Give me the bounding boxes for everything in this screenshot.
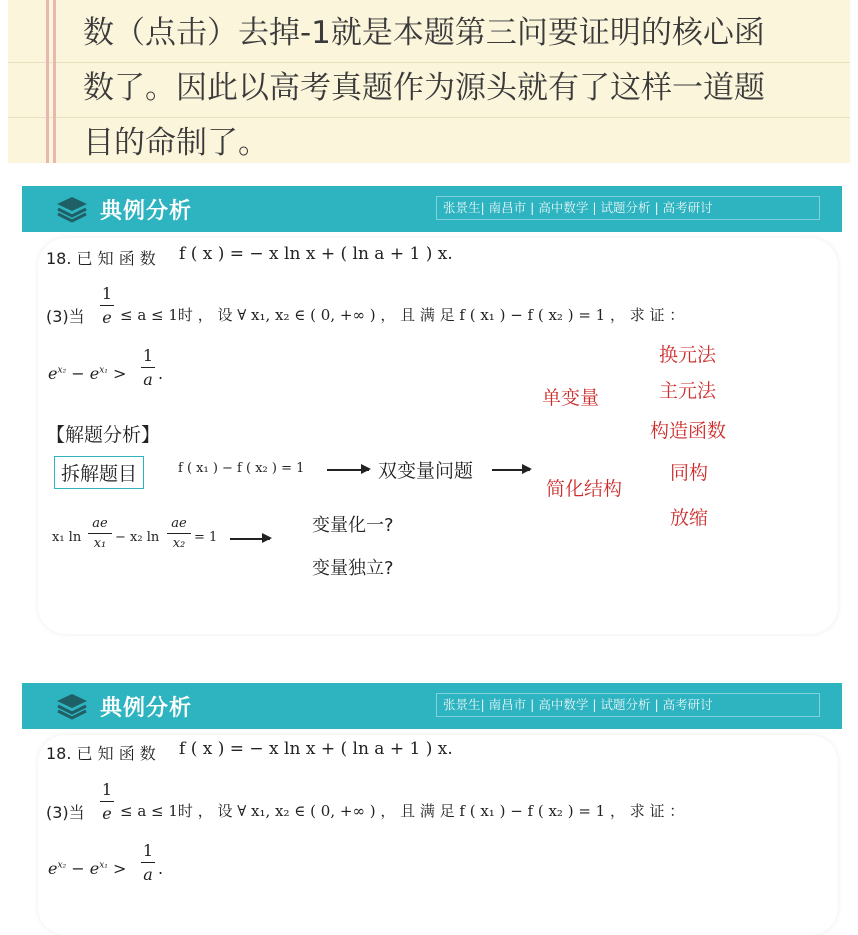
annotation-method-4: 同构 (670, 462, 709, 484)
analysis-eq1: f ( x₁ ) − f ( x₂ ) = 1 (178, 461, 305, 476)
analysis-box-label: 拆解题目 (54, 456, 144, 489)
part3-condition: ≤ a ≤ 1时 ， 设 ∀ x₁, x₂ ∈ ( 0, +∞ ) ， 且 满 足 f ( x₁ ) − f ( x₂ ) = 1 ， 求 证 ： (120, 306, 685, 324)
fraction-numerator: 1 (142, 346, 154, 365)
conclusion-exp2: x₁ (99, 860, 108, 871)
fraction-denominator: x₂ (172, 536, 186, 551)
part3-fraction (100, 284, 114, 327)
analysis-q2: 变量独立? (312, 558, 394, 579)
slide-header (22, 186, 842, 232)
fraction-bar (141, 862, 155, 863)
analysis-result1: 双变量问题 (378, 460, 474, 482)
fraction-numerator: ae (92, 516, 108, 531)
part3-prefix: (3)当 (46, 803, 85, 822)
fraction-numerator: 1 (142, 841, 154, 860)
part3-prefix: (3)当 (46, 307, 85, 326)
part3-fraction (100, 780, 114, 823)
conclusion-e1: e (48, 859, 58, 878)
note-margin-line (53, 0, 56, 163)
part3-condition: ≤ a ≤ 1时 ， 设 ∀ x₁, x₂ ∈ ( 0, +∞ ) ， 且 满 足 f ( x₁ ) − f ( x₂ ) = 1 ， 求 证 ： (120, 802, 685, 820)
fraction-denominator: a (143, 865, 153, 884)
slide-2 (22, 683, 842, 898)
fraction-numerator: ae (171, 516, 187, 531)
analysis-eq2-c: = 1 (194, 530, 218, 545)
layers-icon (55, 692, 89, 720)
annotation-method-2: 主元法 (659, 380, 717, 402)
conclusion-formula (48, 364, 126, 383)
fraction-denominator: a (143, 370, 153, 389)
fraction-denominator: e (102, 804, 112, 823)
conclusion-fraction (141, 841, 155, 884)
arrow-right-icon (327, 469, 369, 471)
note-panel (8, 0, 850, 163)
conclusion-gt: > (107, 859, 127, 878)
note-line-3: 目的命制了。 (83, 125, 269, 161)
problem-stem-formula: f ( x ) = − x ln x + ( ln a + 1 ) x. (179, 739, 453, 759)
fraction-bar (100, 801, 114, 802)
conclusion-period: . (158, 364, 164, 383)
annotation-method-3: 构造函数 (650, 420, 727, 442)
conclusion-period: . (158, 859, 164, 878)
conclusion-e2: − e (66, 859, 100, 878)
annotation-simplify: 简化结构 (546, 478, 623, 500)
note-margin-line (46, 0, 49, 163)
fraction-bar (100, 305, 114, 306)
analysis-frac1 (88, 516, 112, 551)
annotation-method-1: 换元法 (659, 344, 717, 366)
slide-meta: 张景生| 南昌市 | 高中数学 | 试题分析 | 高考研讨 (436, 693, 820, 717)
fraction-numerator: 1 (101, 284, 113, 303)
fraction-bar (167, 533, 191, 534)
slide-header (22, 683, 842, 729)
analysis-frac2 (167, 516, 191, 551)
conclusion-formula (48, 859, 126, 878)
note-text (83, 6, 843, 163)
annotation-single-var: 单变量 (542, 387, 600, 409)
problem-card (38, 735, 838, 935)
slide-title: 典例分析 (100, 199, 193, 224)
fraction-denominator: e (102, 308, 112, 327)
analysis-eq2-b: − x₂ ln (115, 530, 160, 545)
note-line-1: 数（点击）去掉-1就是本题第三问要证明的核心函 (83, 15, 765, 51)
conclusion-exp1: x₂ (57, 365, 67, 376)
problem-stem-label: 18. 已 知 函 数 (46, 249, 156, 268)
problem-stem-formula: f ( x ) = − x ln x + ( ln a + 1 ) x. (179, 244, 453, 264)
conclusion-exp2: x₁ (99, 365, 108, 376)
conclusion-e2: − e (66, 364, 100, 383)
slide-title: 典例分析 (100, 696, 193, 721)
conclusion-fraction (141, 346, 155, 389)
conclusion-gt: > (107, 364, 127, 383)
fraction-denominator: x₁ (93, 536, 107, 551)
annotation-method-5: 放缩 (670, 507, 709, 529)
conclusion-e1: e (48, 364, 58, 383)
conclusion-exp1: x₂ (57, 860, 67, 871)
problem-stem-label: 18. 已 知 函 数 (46, 744, 156, 763)
analysis-eq2-a: x₁ ln (52, 530, 82, 545)
note-line-2: 数了。因此以高考真题作为源头就有了这样一道题 (83, 70, 765, 106)
slide-meta: 张景生| 南昌市 | 高中数学 | 试题分析 | 高考研讨 (436, 196, 820, 220)
analysis-q1: 变量化一? (312, 515, 394, 536)
arrow-right-icon (230, 538, 270, 540)
analysis-heading: 【解题分析】 (46, 424, 161, 446)
fraction-bar (88, 533, 112, 534)
layers-icon (55, 195, 89, 223)
slide-1 (22, 186, 842, 636)
arrow-right-icon (492, 469, 530, 471)
fraction-bar (141, 367, 155, 368)
fraction-numerator: 1 (101, 780, 113, 799)
